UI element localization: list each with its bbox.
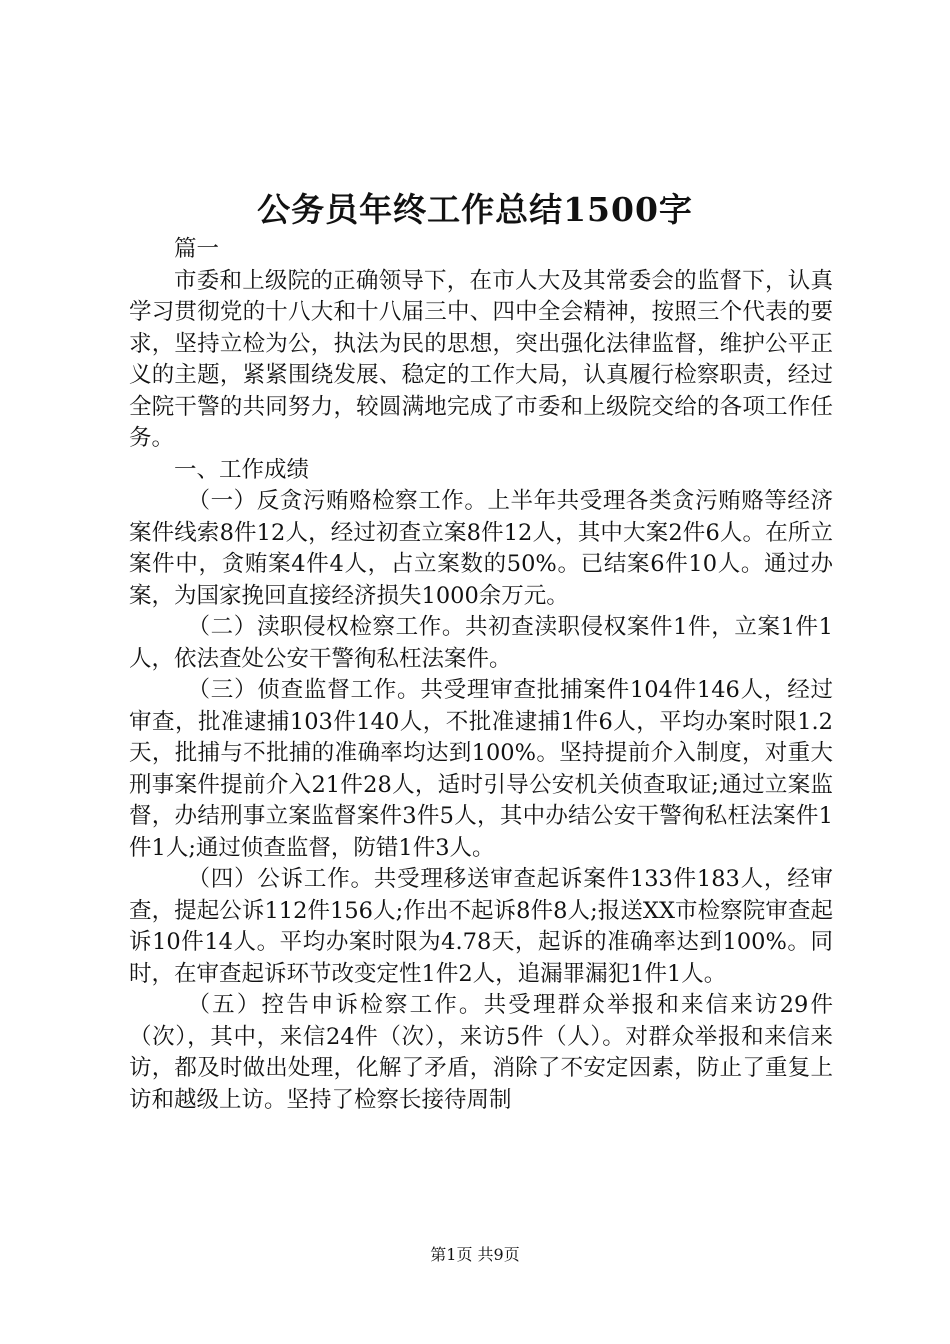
paragraph-intro: 市委和上级院的正确领导下，在市人大及其常委会的监督下，认真学习贯彻党的十八大和十八届三中、四中全会精神，按照三个代表的要求，坚持立检为公，执法为民的思想，突出强化法律监督，维护公平正义的主题，紧紧围绕发展、稳定的工作大局，认真履行检察职责，经过全院干警的共同努力，较圆满地完成了市委和上级院交给的各项工作任务。: [129, 267, 833, 451]
document-body: [129, 234, 833, 1116]
paragraph-complaints: （五）控告申诉检察工作。共受理群众举报和来信来访29件（次），其中，来信24件（次），来访5件（人）。对群众举报和来信来访，都及时做出处理，化解了矛盾，消除了不安定因素，防止了重复上访和越级上访。坚持了检察长接待周制: [129, 992, 833, 1113]
page-footer: 第1页 共9页: [430, 1245, 520, 1264]
paragraph-malfeasance: （二）渎职侵权检察工作。共初查渎职侵权案件1件，立案1件1人，依法查处公安干警徇私枉法案件。: [129, 614, 833, 672]
paragraph-anti-corruption: （一）反贪污贿赂检察工作。上半年共受理各类贪污贿赂等经济案件线索8件12人，经过初查立案8件12人，其中大案2件6人。在所立案件中，贪贿案4件4人，占立案数的50%。已结案6件10人。通过办案，为国家挽回直接经济损失1000余万元。: [129, 488, 833, 609]
section-label: 篇一: [174, 236, 220, 262]
paragraph-prosecution: （四）公诉工作。共受理移送审查起诉案件133件183人，经审查，提起公诉112件156人;作出不起诉8件8人;报送XX市检察院审查起诉10件14人。平均办案时限为4.78天，起诉的准确率达到100%。同时，在审查起诉环节改变定性1件2人，追漏罪漏犯1件1人。: [129, 866, 833, 987]
document-title: 公务员年终工作总结1500字: [257, 190, 693, 229]
section-heading-achievements: 一、工作成绩: [174, 456, 310, 483]
paragraph-investigation-supervision: （三）侦查监督工作。共受理审查批捕案件104件146人，经过审查，批准逮捕103件140人，不批准逮捕1件6人，平均办案时限1.2天，批捕与不批捕的准确率均达到100%。坚持提前介入制度，对重大刑事案件提前介入21件28人，适时引导公安机关侦查取证;通过立案监督，办结刑事立案监督案件3件5人，其中办结公安干警徇私枉法案件1件1人;通过侦查监督，防错1件3人。: [129, 677, 833, 861]
